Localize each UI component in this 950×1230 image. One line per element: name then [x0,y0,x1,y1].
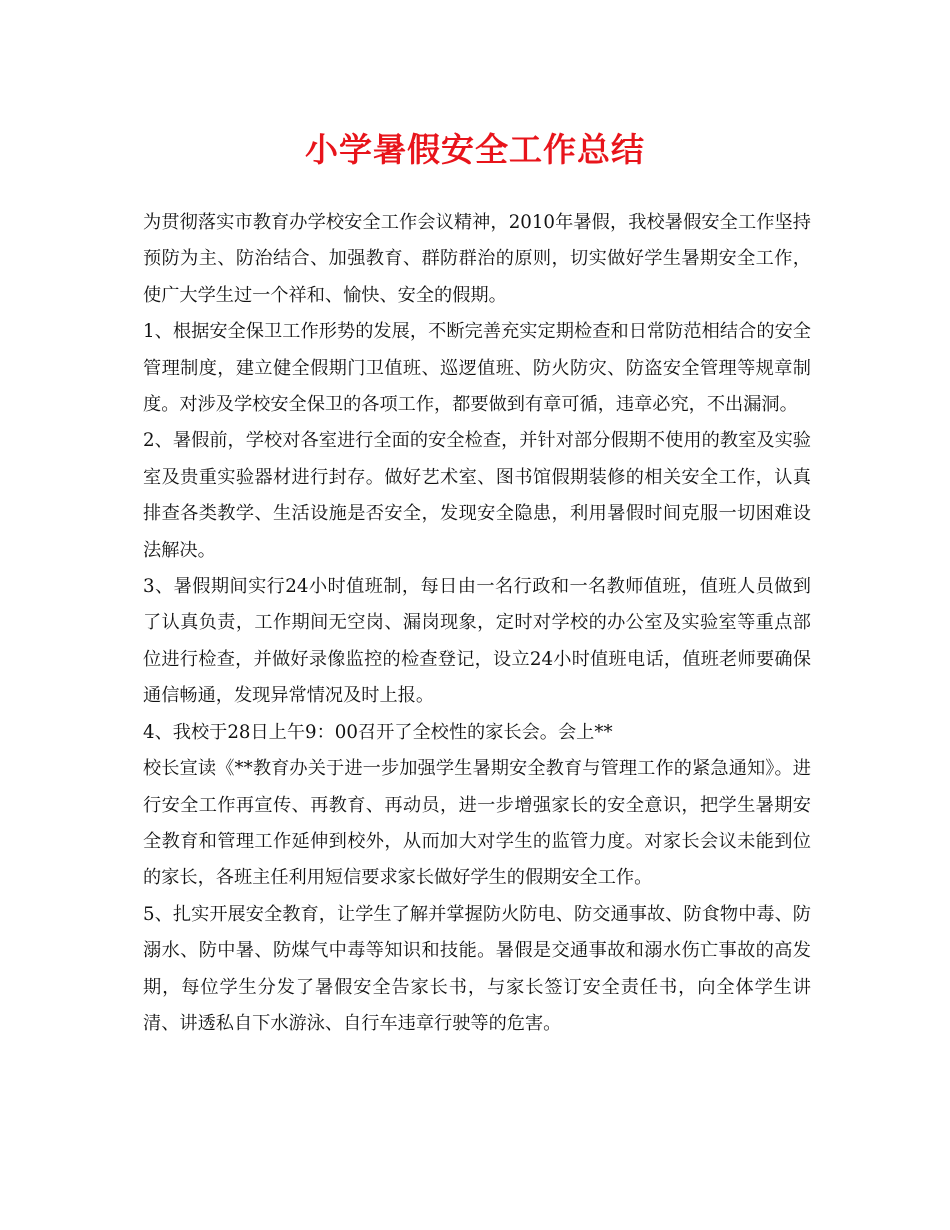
item-3-paragraph: 3、暑假期间实行24小时值班制，每日由一名行政和一名教师值班，值班人员做到了认真负责，工作期间无空岗、漏岗现象，定时对学校的办公室及实验室等重点部位进行检查，并做好录像监控的检查登记，设立24小时值班电话，值班老师要确保通信畅通，发现异常情况及时上报。 [143,576,811,707]
item-2-paragraph: 2、暑假前，学校对各室进行全面的安全检查，并针对部分假期不使用的教室及实验室及贵重实验器材进行封存。做好艺术室、图书馆假期装修的相关安全工作，认真排查各类教学、生活设施是否安全，发现安全隐患，利用暑假时间克服一切困难设法解决。 [143,430,811,561]
document-body [143,205,811,1042]
intro-paragraph: 为贯彻落实市教育办学校安全工作会议精神，2010年暑假，我校暑假安全工作坚持预防为主、防治结合、加强教育、群防群治的原则，切实做好学生暑期安全工作，使广大学生过一个祥和、愉快、安全的假期。 [143,212,811,306]
item-5-paragraph: 5、扎实开展安全教育，让学生了解并掌握防火防电、防交通事故、防食物中毒、防溺水、防中暑、防煤气中毒等知识和技能。暑假是交通事故和溺水伤亡事故的高发期，每位学生分发了暑假安全告家长书，与家长签订安全责任书，向全体学生讲清、讲透私自下水游泳、自行车违章行驶等的危害。 [143,903,811,1034]
item-4-paragraph: 4、我校于28日上午9：00召开了全校性的家长会。会上** [143,721,613,743]
item-4-continuation-paragraph: 校长宣读《**教育办关于进一步加强学生暑期安全教育与管理工作的紧急通知》。进行安全工作再宣传、再教育、再动员，进一步增强家长的安全意识，把学生暑期安全教育和管理工作延伸到校外，从而加大对学生的监管力度。对家长会议未能到位的家长，各班主任利用短信要求家长做好学生的假期安全工作。 [143,758,811,889]
document-title: 小学暑假安全工作总结 [305,130,645,169]
item-1-paragraph: 1、根据安全保卫工作形势的发展，不断完善充实定期检查和日常防范相结合的安全管理制度，建立健全假期门卫值班、巡逻值班、防火防灾、防盗安全管理等规章制度。对涉及学校安全保卫的各项工作，都要做到有章可循，违章必究，不出漏洞。 [143,321,811,416]
